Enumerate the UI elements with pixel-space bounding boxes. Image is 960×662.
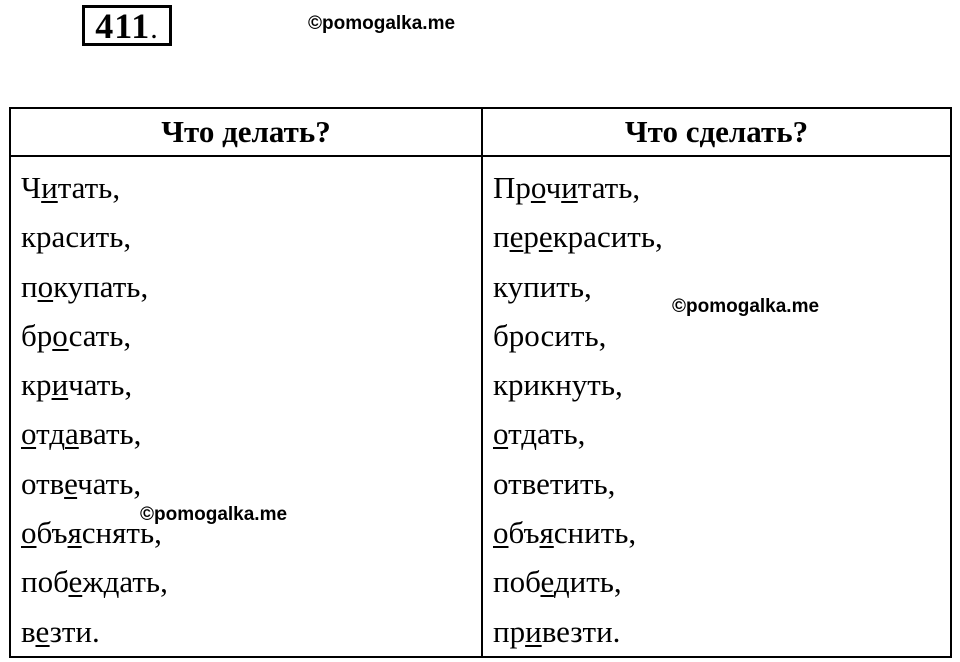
word-part: бъ — [36, 515, 68, 551]
perfective-word-list — [493, 163, 950, 656]
column-header-imperfective: Что делать? — [10, 108, 482, 156]
word-part: ждать, — [82, 564, 168, 600]
underlined-letter: о — [530, 170, 546, 205]
word-part: дить, — [553, 564, 622, 600]
underlined-letter: о — [493, 416, 509, 452]
list-item — [493, 459, 950, 508]
list-item — [21, 311, 481, 360]
word-part: тать, — [577, 170, 641, 205]
list-item — [493, 607, 950, 656]
word-part: отв — [21, 465, 65, 501]
underlined-letter: я — [67, 515, 82, 551]
underlined-letter: е — [68, 564, 83, 600]
list-item — [21, 212, 481, 261]
perfective-cell — [482, 156, 951, 657]
word-part: ответить, — [493, 465, 616, 501]
word-part: крикнуть, — [493, 367, 623, 403]
word-part: кр — [21, 367, 52, 403]
list-item — [493, 508, 950, 557]
underlined-letter: о — [52, 317, 69, 353]
word-part: Пр — [493, 170, 531, 205]
list-item — [21, 607, 481, 656]
word-part: красить, — [21, 219, 132, 255]
underlined-letter: о — [37, 268, 54, 304]
list-item — [21, 262, 481, 311]
list-item — [493, 557, 950, 606]
verb-aspect-table — [9, 107, 952, 658]
word-part: ч — [545, 170, 562, 205]
word-part: чать, — [68, 367, 133, 403]
word-part: бъ — [508, 515, 540, 551]
word-part: тдать, — [508, 416, 586, 452]
word-part: купать, — [53, 268, 149, 304]
column-header-perfective: Что сделать? — [482, 108, 951, 156]
underlined-letter: о — [21, 515, 37, 551]
watermark: ©pomogalka.me — [308, 13, 456, 34]
imperfective-cell — [10, 156, 482, 657]
word-part: тать, — [57, 170, 121, 205]
exercise-number-box — [82, 5, 172, 46]
underlined-letter: о — [493, 515, 509, 551]
underlined-letter: и — [41, 170, 58, 205]
word-part: зти. — [49, 613, 100, 649]
word-part: чать, — [77, 465, 142, 501]
list-item — [21, 557, 481, 606]
list-item — [493, 311, 950, 360]
watermark: ©pomogalka.me — [672, 296, 820, 317]
watermark: ©pomogalka.me — [140, 504, 288, 525]
underlined-letter: и — [525, 613, 542, 649]
underlined-letter: а — [65, 416, 79, 452]
word-part: пр — [493, 613, 526, 649]
underlined-letter: е — [509, 219, 524, 255]
list-item — [21, 360, 481, 409]
imperfective-word-list — [21, 163, 481, 656]
underlined-letter: о — [21, 416, 37, 452]
list-item — [21, 163, 481, 212]
underlined-letter: е — [538, 219, 553, 255]
word-part: купить, — [493, 268, 592, 304]
exercise-number: 411 — [95, 6, 151, 46]
table-header-row — [10, 108, 951, 156]
list-item — [21, 459, 481, 508]
word-part: в — [21, 613, 36, 649]
list-item — [493, 360, 950, 409]
word-part: вать, — [78, 416, 142, 452]
exercise-number-suffix: . — [150, 12, 159, 45]
underlined-letter: е — [64, 465, 78, 501]
table-row — [10, 156, 951, 657]
list-item — [493, 163, 950, 212]
list-item — [21, 409, 481, 458]
word-part: бросить, — [493, 317, 607, 353]
underlined-letter: е — [540, 564, 554, 600]
list-item — [493, 409, 950, 458]
word-part: п — [493, 219, 510, 255]
word-part: р — [523, 219, 539, 255]
word-part: снить, — [553, 515, 637, 551]
underlined-letter: е — [35, 613, 50, 649]
word-part: тд — [36, 416, 66, 452]
word-part: поб — [493, 564, 541, 600]
list-item — [493, 212, 950, 261]
word-part: п — [21, 268, 38, 304]
word-part: бр — [21, 317, 53, 353]
word-part: поб — [21, 564, 69, 600]
word-part: красить, — [552, 219, 663, 255]
word-part: сать, — [68, 317, 132, 353]
word-part: Ч — [21, 170, 42, 205]
underlined-letter: и — [561, 170, 578, 205]
underlined-letter: я — [539, 515, 554, 551]
word-part: везти. — [541, 613, 621, 649]
word-part: снять, — [81, 515, 162, 551]
underlined-letter: и — [51, 367, 69, 403]
